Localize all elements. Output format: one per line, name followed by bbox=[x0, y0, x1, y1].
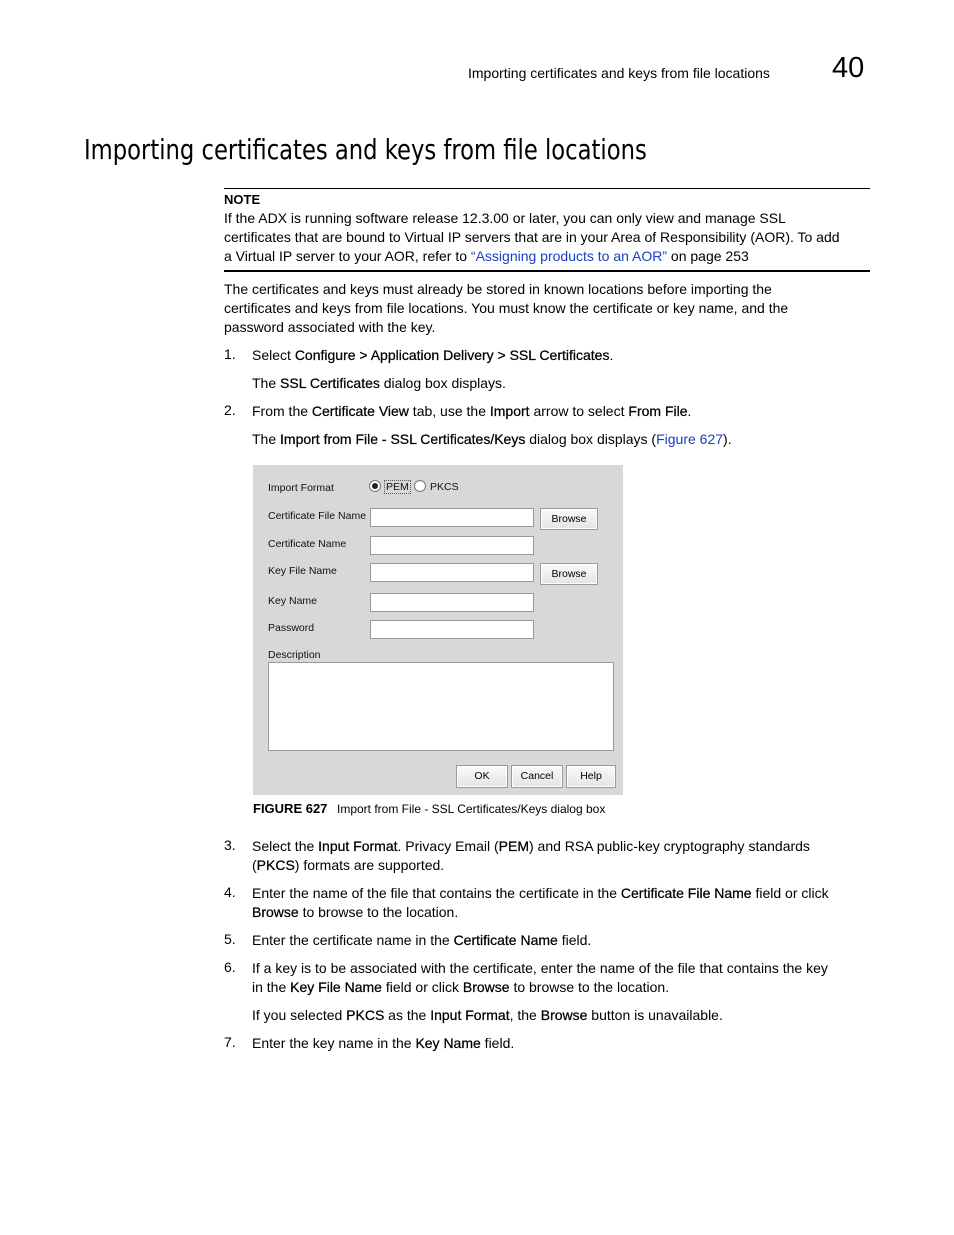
step-text: in the bbox=[252, 979, 291, 995]
step-line: If a key is to be associated with the certificate, enter the name of the file that contains the key bbox=[252, 960, 828, 976]
step-text: . bbox=[609, 347, 614, 363]
step-2-result bbox=[252, 430, 732, 449]
step-text: The bbox=[252, 375, 281, 391]
step-line bbox=[252, 856, 810, 875]
step-bold: From File bbox=[628, 403, 688, 419]
step-text: Enter the certificate name in the bbox=[252, 932, 454, 948]
note-line: certificates that are bound to Virtual IP servers that are in your Area of Responsibility (AOR). To add bbox=[224, 229, 840, 245]
step-bold: Key Name bbox=[415, 1035, 481, 1051]
step-text: . bbox=[687, 403, 692, 419]
description-label: Description bbox=[268, 649, 321, 661]
step-6 bbox=[252, 959, 828, 997]
step-text: field or click bbox=[751, 885, 829, 901]
step-text: arrow to select bbox=[529, 403, 629, 419]
pem-radio[interactable] bbox=[369, 480, 381, 492]
step-text: . Privacy Email ( bbox=[397, 838, 499, 854]
step-text: ) formats are supported. bbox=[294, 857, 445, 873]
cert-browse-button[interactable]: Browse bbox=[540, 508, 598, 530]
step-bold: Browse bbox=[540, 1007, 588, 1023]
step-number: 5. bbox=[224, 931, 236, 947]
note-label: NOTE bbox=[224, 192, 261, 207]
step-bold: Configure > Application Delivery > SSL Certificates bbox=[294, 347, 610, 363]
step-6-note bbox=[252, 1006, 723, 1025]
step-bold: SSL Certificates bbox=[280, 375, 380, 391]
pkcs-radio[interactable] bbox=[414, 480, 426, 492]
step-text: Enter the key name in the bbox=[252, 1035, 416, 1051]
step-line bbox=[252, 884, 829, 903]
intro-line: The certificates and keys must already be stored in known locations before importing the bbox=[224, 281, 772, 297]
import-dialog bbox=[253, 465, 623, 795]
step-text: ). bbox=[723, 431, 732, 447]
cert-name-label: Certificate Name bbox=[268, 538, 347, 550]
cert-name-input[interactable] bbox=[370, 536, 534, 555]
intro-line: certificates and keys from file locations. You must know the certificate or key name, and the bbox=[224, 300, 789, 316]
step-text: Select bbox=[252, 347, 295, 363]
step-number: 1. bbox=[224, 346, 236, 362]
step-text: field. bbox=[480, 1035, 515, 1051]
step-number: 3. bbox=[224, 837, 236, 853]
note-line: If the ADX is running software release 12.3.00 or later, you can only view and manage SSL bbox=[224, 210, 786, 226]
password-label: Password bbox=[268, 622, 315, 634]
step-7 bbox=[252, 1034, 514, 1053]
step-bold: Key File Name bbox=[290, 979, 382, 995]
step-number: 4. bbox=[224, 884, 236, 900]
note-line bbox=[224, 247, 840, 266]
step-line bbox=[252, 978, 828, 997]
cert-file-label: Certificate File Name bbox=[268, 510, 367, 522]
step-1 bbox=[252, 346, 613, 365]
ok-button[interactable]: OK bbox=[456, 765, 508, 788]
import-format-label: Import Format bbox=[268, 482, 334, 494]
step-bold: Input Format bbox=[430, 1007, 510, 1023]
step-4 bbox=[252, 884, 829, 922]
step-text: dialog box displays. bbox=[379, 375, 506, 391]
description-textarea[interactable] bbox=[268, 662, 614, 751]
step-bold: PKCS bbox=[256, 857, 295, 873]
step-5 bbox=[252, 931, 591, 950]
step-text: dialog box displays ( bbox=[525, 431, 657, 447]
step-text: From the bbox=[252, 403, 312, 419]
chapter-number: 40 bbox=[832, 52, 865, 84]
step-bold: PKCS bbox=[346, 1007, 385, 1023]
step-bold: Certificate File Name bbox=[620, 885, 752, 901]
step-number: 6. bbox=[224, 959, 236, 975]
step-text: ( bbox=[252, 857, 257, 873]
step-text: as the bbox=[384, 1007, 431, 1023]
intro-line: password associated with the key. bbox=[224, 319, 436, 335]
step-2 bbox=[252, 402, 691, 421]
step-bold: Certificate View bbox=[311, 403, 409, 419]
pkcs-label: PKCS bbox=[430, 481, 459, 493]
step-text: field. bbox=[557, 932, 592, 948]
key-file-label: Key File Name bbox=[268, 565, 337, 577]
step-1-result bbox=[252, 374, 506, 393]
step-text: The bbox=[252, 431, 281, 447]
running-header: Importing certificates and keys from file locations bbox=[468, 65, 770, 81]
step-text: field or click bbox=[381, 979, 463, 995]
figure-number: FIGURE 627 bbox=[253, 801, 328, 816]
step-bold: Browse bbox=[462, 979, 510, 995]
key-name-label: Key Name bbox=[268, 595, 318, 607]
aor-link[interactable]: “Assigning products to an AOR” bbox=[470, 248, 668, 264]
pem-label: PEM bbox=[386, 481, 409, 493]
password-input[interactable] bbox=[370, 620, 534, 639]
step-bold: Certificate Name bbox=[453, 932, 558, 948]
cert-file-input[interactable] bbox=[370, 508, 534, 527]
step-text: , the bbox=[509, 1007, 541, 1023]
step-text: to browse to the location. bbox=[509, 979, 670, 995]
step-number: 7. bbox=[224, 1034, 236, 1050]
note-text bbox=[224, 209, 840, 266]
note-text-fragment: a Virtual IP server to your AOR, refer to bbox=[224, 248, 471, 264]
page-title: Importing certificates and keys from file locations bbox=[84, 133, 647, 166]
step-3 bbox=[252, 837, 810, 875]
step-text: If you selected bbox=[252, 1007, 347, 1023]
intro-paragraph bbox=[224, 280, 788, 337]
step-text: tab, use the bbox=[408, 403, 490, 419]
step-text: ) and RSA public-key cryptography standards bbox=[529, 838, 810, 854]
help-button[interactable]: Help bbox=[566, 765, 616, 788]
cancel-button[interactable]: Cancel bbox=[511, 765, 563, 788]
step-line bbox=[252, 837, 810, 856]
note-text-fragment: on page 253 bbox=[667, 248, 749, 264]
step-text: Enter the name of the file that contains the certificate in the bbox=[252, 885, 621, 901]
key-browse-button[interactable]: Browse bbox=[540, 563, 598, 585]
step-text: Select the bbox=[252, 838, 319, 854]
step-text: to browse to the location. bbox=[298, 904, 459, 920]
step-bold: Import bbox=[489, 403, 530, 419]
key-name-input[interactable] bbox=[370, 593, 534, 612]
step-number: 2. bbox=[224, 402, 236, 418]
figure-caption: Import from File - SSL Certificates/Keys dialog box bbox=[337, 802, 606, 816]
step-line bbox=[252, 903, 829, 922]
step-bold: PEM bbox=[498, 838, 529, 854]
step-bold: Input Format bbox=[318, 838, 398, 854]
step-text: button is unavailable. bbox=[587, 1007, 723, 1023]
step-bold: Import from File - SSL Certificates/Keys bbox=[280, 431, 526, 447]
figure-link[interactable]: Figure 627 bbox=[656, 431, 724, 447]
key-file-input[interactable] bbox=[370, 563, 534, 582]
step-bold: Browse bbox=[252, 904, 299, 920]
